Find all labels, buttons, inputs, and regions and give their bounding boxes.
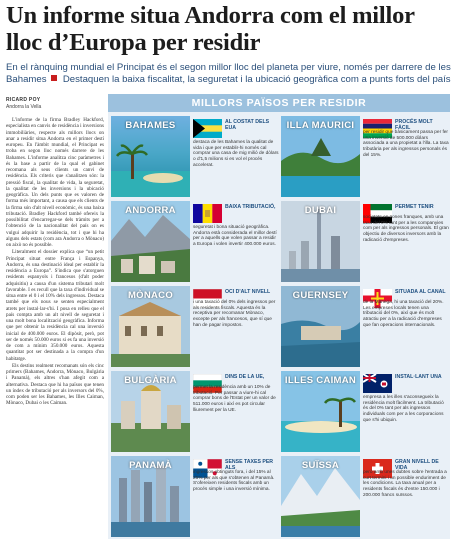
country-name: GUERNSEY <box>292 290 349 301</box>
bullet-marker <box>51 75 57 81</box>
country-card-mauritius <box>281 116 449 197</box>
country-highlight: AL COSTAT DELS EUA <box>225 119 270 131</box>
country-card-monaco <box>111 286 279 367</box>
country-card-bahamas <box>111 116 279 197</box>
country-name: PANAMÀ <box>129 460 172 471</box>
country-name: ANDORRA <box>125 205 176 216</box>
country-name: MÒNACO <box>127 290 174 301</box>
country-description: i una taxació del 0% dels ingressos per als residents fiscals. Aquesta és la receptiva per recomanar Mònaco, excepte per als francesos, que sí que han de pagar impostos. <box>193 300 276 328</box>
country-description: societats en zones franques, amb una taxa del 0% tant per a les companyies com per als ingressos personals. El gran objectiu de diversos inversors amb la radicació d'empreses. <box>363 215 449 243</box>
country-highlight: INSTAL·LANT UNA <box>395 374 442 380</box>
country-name: SUÏSSA <box>301 460 340 471</box>
country-description: però amb unes dubtes sobre l'entrada a curt termini i un possible enduriment de les condicions. La taxa anual per a residents fiscals és d'entre 150.000 i 200.000 francs suïssos. <box>363 470 447 498</box>
country-name: BULGÀRIA <box>124 375 177 386</box>
subhead-part-2: Destaquen la baixa fiscalitat, la seguretat i la ubicació geogràfica com a punts forts del país <box>62 74 451 85</box>
country-card-bulgaria <box>111 371 279 452</box>
country-description: per residir que bàsicament passa per fer una inversió de 500.000 dòlars associada a una propietat a l'illa. La taxa tributària per als ingressos personals és del 15%. <box>363 130 449 158</box>
flag-cayman-icon <box>363 374 392 393</box>
subheadline <box>6 62 452 86</box>
article-paragraph: Els destins realment recomanats són els cinc primers (Bahames, Andorra, Mònaco, Bulgària i Panamà), els altres s'han afegit com a alternativa. Destaca que hi ha països que tenen un índex de tributació per als inversors del 0%, com poden ser les Bahames, les Illes Caiman, Mònaco, Dubai o les Caiman. <box>6 362 104 407</box>
country-card-cayman <box>281 371 449 452</box>
country-card-guernsey <box>281 286 449 367</box>
article-paragraph: Literalment el dossier explica que “un petit Principat situat entre França i Espanya, Andorra, és una destinació ideal per establir la residència a Europa”. S'indica que s'atorguen residents espanyols i francesos (d'alt poder adquisitiu) a causa d'un sistema tributari molt favorable. I es recull que la taxa d'individual se situa entre el 0 i el 10% dels ingressos. Destaca també que els nous se senten especialment atrets per instal·lar-s'hi. I posa en relleu que el país compta amb un alt nivell de seguretat i una molt bona localització geogràfica. Informa que per obtenir la residència cal una inversió inicial de 400.000 euros. El dipòsit, però, pot ser de només 50.000 euros si es fa una inversió de com a mínim 350.000 euros. Aquesta quantitat pot ser destinada a la compra d'un habitatge. <box>6 249 104 362</box>
byline-location: Andorra la Vella <box>6 104 42 110</box>
country-highlight: OCI D'ALT NIVELL <box>225 289 271 295</box>
panel-title-bar <box>108 94 450 112</box>
subhead-part-1: En el rànquing mundial el Principat és el segon millor lloc del planeta per viure, només per darrere de les Bahames <box>6 62 451 85</box>
country-highlight: GRAN NIVELL DE VIDA <box>395 459 439 471</box>
headline: Un informe situa Andorra com el millor lloc d’Europa per residir <box>6 2 415 56</box>
country-highlight: SENSE TAXES PER ALS <box>225 459 274 471</box>
country-highlight: BAIXA TRIBUTACIÓ, <box>225 204 276 210</box>
byline <box>6 97 106 110</box>
country-highlight: DINS DE LA UE, <box>225 374 265 380</box>
country-description: de la Mànega, hi una taxació del 20%. Les empreses locals tenen una tributació del 0%, així que és molt atractiu per a la radicació d'empreses que fan operacions internacionals. <box>363 300 444 328</box>
country-card-andorra <box>111 201 279 282</box>
country-highlight: PROCÉS MOLT FÀCIL <box>395 119 433 131</box>
infographic-panel <box>108 94 450 539</box>
country-highlight: PERMET TENIR <box>395 204 434 210</box>
article-paragraph: L'informe de la firma Bradley Hackford, especialista en canvis de residència i inversions immobiliàries, respecte als millors llocs on anar a residir situa Andorra en el primer destí europeu. En l'àmbit mundial, el Principat es troba en segon lloc només darrere de les Bahames. L'informe analitza cinc paràmetres i és la base a partir de la qual el gabinet recomana als seus clients un canvi de residència. Els criteris que s'analitzen són: la pressió fiscal, la qualitat de vida, la seguretat, la qualitat de les inversions i la ubicació geogràfica. Un dels punts que es valoren de forma més important, a causa que els clients de la firma són d'alt nivell econòmic, és una baixa tributació. Bradley Hackford també ofereix la possibilitat d'encarregar-se dels tràmits per a l'obtenció de la nacionalitat del país on es vulgui adquirir la residència, tot i que hi ha alguns dels estats (com ara Andorra o Mònaco) on això no és possible. <box>6 117 104 248</box>
country-name: BAHAMES <box>125 120 176 131</box>
country-highlight: SITUADA AL CANAL <box>395 289 446 295</box>
country-card-panama <box>111 456 279 537</box>
country-description: ingressos obtinguts fora, i del 15% al 25% per als que s'obtenen al Panamà. S'ofereixen residents fiscals amb un procés simple i una inversió mínima. <box>193 470 275 493</box>
country-description: permet la residència amb un 10% de tributació. Per passar a viure-hi cal comprar bons de l'Estat per un valor de 511.000 euros i així es pot circular lliurement per la UE. <box>193 385 276 413</box>
country-card-dubai <box>281 201 449 282</box>
flag-andorra-icon <box>193 204 222 223</box>
country-description: seguretat i bona situació geogràfica. Andorra està considerada el millor destí per a aquells que volen passar a residir a Europa i volen invertir 400.000 euros. <box>193 225 277 248</box>
flag-bahamas-icon <box>193 119 222 138</box>
country-card-switzerland <box>281 456 449 537</box>
country-description: destaca de les Bahames la qualitat de vida i que per establir-hi només cal comprar una casa de mig milió de dòlars o d'1,5 milions si es vol el procés accelerat. <box>193 140 279 168</box>
country-description: empresa a les illes s'aconsegueix la residència molt fàcilment. La tributació és del 0% tant per als ingressos individuals com per a les corporacions que s'hi ubiquin. <box>363 395 444 423</box>
country-name: ILLA MAURICI <box>286 120 355 131</box>
article-body <box>6 117 104 407</box>
panel-title: MILLORS PAÏSOS PER RESIDIR <box>191 97 367 109</box>
country-name: ILLES CAIMAN <box>284 375 357 386</box>
country-name: DUBAI <box>304 205 337 216</box>
author-name: RICARD POY <box>6 97 41 103</box>
